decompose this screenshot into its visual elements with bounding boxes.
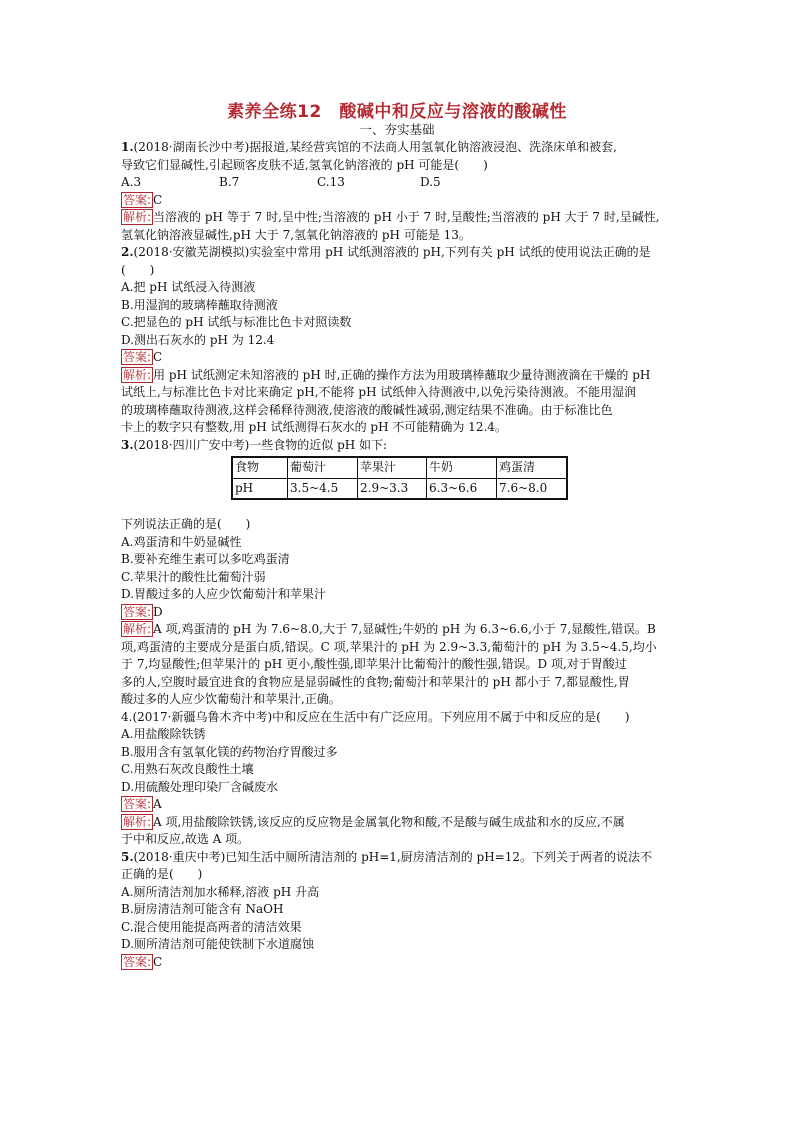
option-d: D.5 (420, 175, 441, 189)
option-c: C.用熟石灰改良酸性土壤 (121, 762, 254, 776)
content (121, 139, 695, 971)
answer-value: D (153, 604, 163, 619)
option-c: C.13 (317, 175, 345, 189)
option-b: B.厨房清洁剂可能含有 NaOH (121, 902, 284, 916)
table-cell: 6.3~6.6 (427, 478, 497, 499)
question-number: 3. (121, 437, 134, 452)
option-c: C.把显色的 pH 试纸与标准比色卡对照读数 (121, 315, 352, 329)
option-b: B.服用含有氢氧化镁的药物治疗胃酸过多 (121, 744, 338, 759)
table-cell: 食物 (232, 457, 288, 478)
question-text: 5.(2018·重庆中考)已知生活中厕所清洁剂的 pH=1,厨房清洁剂的 pH=12。下列关于两者的说法不 (121, 849, 653, 864)
option-a: A.3 (121, 175, 142, 189)
analysis-line: 氢氧化钠溶液显碱性,pH 大于 7,氢氧化钠溶液的 pH 可能是 13。 (121, 227, 471, 242)
option-b: B.要补充维生素可以多吃鸡蛋清 (121, 552, 290, 566)
answer-value: A (153, 797, 162, 811)
question-text: ( ) (121, 262, 155, 277)
question-5 (121, 849, 695, 972)
analysis-line: 试纸上,与标准比色卡对比来确定 pH,不能将 pH 试纸伸入待测液中,以免污染待测液。不能用湿润 (121, 385, 637, 399)
analysis-label: 解析: (123, 622, 152, 636)
option-a: A.鸡蛋清和牛奶显碱性 (121, 534, 242, 549)
analysis-line: 项,鸡蛋清的主要成分是蛋白质,错误。C 项,苹果汁的 pH 为 2.9~3.3,葡萄汁的 pH 为 3.5~4.5,均小 (121, 639, 657, 654)
table-cell: 苹果汁 (358, 457, 427, 478)
option-b: B.7 (219, 175, 240, 189)
question-3 (121, 437, 695, 709)
option-a: A.厕所清洁剂加水稀释,溶液 pH 升高 (121, 884, 320, 899)
answer-value: C (153, 192, 163, 207)
answer-line (121, 192, 695, 210)
question-text: 下列说法正确的是( ) (121, 517, 251, 531)
option-row (121, 174, 695, 192)
analysis-line: 多的人,空腹时最宜进食的食物应是显弱碱性的食物;葡萄汁和苹果汁的 pH 都小于 7,都显酸性,胃 (121, 674, 630, 689)
analysis-line: 卡上的数字只有整数,用 pH 试纸测得石灰水的 pH 不可能精确为 12.4。 (121, 420, 507, 434)
answer-value: C (153, 350, 163, 364)
table-cell: 7.6~8.0 (497, 478, 568, 499)
analysis-label: 解析: (123, 210, 152, 224)
table-cell: 牛奶 (427, 457, 497, 478)
table-cell: 鸡蛋清 (497, 457, 568, 478)
analysis-line: 解析: A 项,鸡蛋清的 pH 为 7.6~8.0,大于 7,显碱性;牛奶的 pH 为 6.3~6.6,小于 7,显酸性,错误。B (123, 622, 656, 636)
option-c: C.苹果汁的酸性比葡萄汁弱 (121, 569, 266, 584)
question-text: 3.(2018·四川广安中考)一些食物的近似 pH 如下: (121, 437, 388, 452)
table-cell: 3.5~4.5 (288, 478, 358, 499)
answer-value: C (153, 954, 163, 969)
analysis-line: 的玻璃棒蘸取待测液,这样会稀释待测液,使溶液的酸碱性减弱,测定结果不准确。由于标准比色 (121, 402, 613, 417)
answer-line (121, 604, 695, 622)
analysis-label: 解析: (123, 814, 152, 829)
analysis-line: 解析: 用 pH 试纸测定未知溶液的 pH 时,正确的操作方法为用玻璃棒蘸取少量待测液滴在干燥的 pH (123, 367, 651, 382)
table-row (232, 478, 567, 499)
answer-line (121, 954, 695, 972)
table-cell: 葡萄汁 (288, 457, 358, 478)
question-4 (121, 709, 695, 849)
answer-label: 答案: (123, 954, 152, 969)
option-a: A.把 pH 试纸浸入待测液 (121, 280, 256, 294)
answer-label: 答案: (123, 797, 152, 811)
question-number: 5. (121, 849, 134, 864)
question-number: 4. (121, 709, 133, 724)
question-text: 4.(2017·新疆乌鲁木齐中考)中和反应在生活中有广泛应用。下列应用不属于中和反应的是( ) (121, 709, 630, 724)
analysis-line: 解析: 当溶液的 pH 等于 7 时,呈中性;当溶液的 pH 小于 7 时,呈酸性;当溶液的 pH 大于 7 时,呈碱性, (123, 210, 660, 224)
option-d: D.测出石灰水的 pH 为 12.4 (121, 332, 275, 347)
analysis-line: 于中和反应,故选 A 项。 (121, 832, 250, 846)
table-cell: 2.9~3.3 (358, 478, 427, 499)
question-1 (121, 139, 695, 244)
food-ph-table-wrap (121, 454, 695, 502)
question-2 (121, 244, 695, 437)
question-text: 1.(2018·湖南长沙中考)据报道,某经营宾馆的不法商人用氢氧化钠溶液浸泡、洗涤床单和被套, (121, 140, 617, 154)
question-text: 正确的是( ) (121, 867, 203, 881)
option-d: D.用硫酸处理印染厂含碱废水 (121, 779, 279, 794)
answer-line (121, 796, 695, 814)
answer-label: 答案: (123, 350, 152, 364)
table-header-row (232, 457, 567, 478)
question-text: 导致它们显碱性,引起顾客皮肤不适,氢氧化钠溶液的 pH 可能是( ) (121, 157, 488, 172)
question-number: 2. (121, 245, 134, 259)
option-d: D.厕所清洁剂可能使铁制下水道腐蚀 (121, 937, 315, 951)
option-d: D.胃酸过多的人应少饮葡萄汁和苹果汁 (121, 587, 327, 601)
answer-label: 答案: (123, 604, 152, 619)
analysis-line: 解析: A 项,用盐酸除铁锈,该反应的反应物是金属氧化物和酸,不是酸与碱生成盐和水的反应,不属 (123, 814, 625, 829)
food-ph-table (231, 456, 568, 500)
section-heading: 一、夯实基础 (359, 122, 435, 137)
option-b: B.用湿润的玻璃棒蘸取待测液 (121, 297, 278, 312)
analysis-label: 解析: (123, 367, 152, 382)
option-c: C.混合使用能提高两者的清洁效果 (121, 919, 302, 934)
question-text: 2.(2018·安徽芜湖模拟)实验室中常用 pH 试纸测溶液的 pH,下列有关 pH 试纸的使用说法正确的是 (121, 245, 651, 259)
question-number: 1. (121, 140, 134, 154)
answer-line (121, 349, 695, 367)
table-cell: pH (232, 478, 288, 499)
analysis-line: 酸过多的人应少饮葡萄汁和苹果汁,正确。 (121, 692, 341, 706)
option-a: A.用盐酸除铁锈 (121, 727, 206, 741)
page-title: 素养全练12 酸碱中和反应与溶液的酸碱性 (227, 102, 567, 122)
analysis-line: 于 7,均显酸性;但苹果汁的 pH 更小,酸性强,即苹果汁比葡萄汁的酸性强,错误。D 项,对于胃酸过 (121, 657, 627, 671)
spacer (121, 502, 695, 516)
answer-label: 答案: (123, 192, 152, 207)
